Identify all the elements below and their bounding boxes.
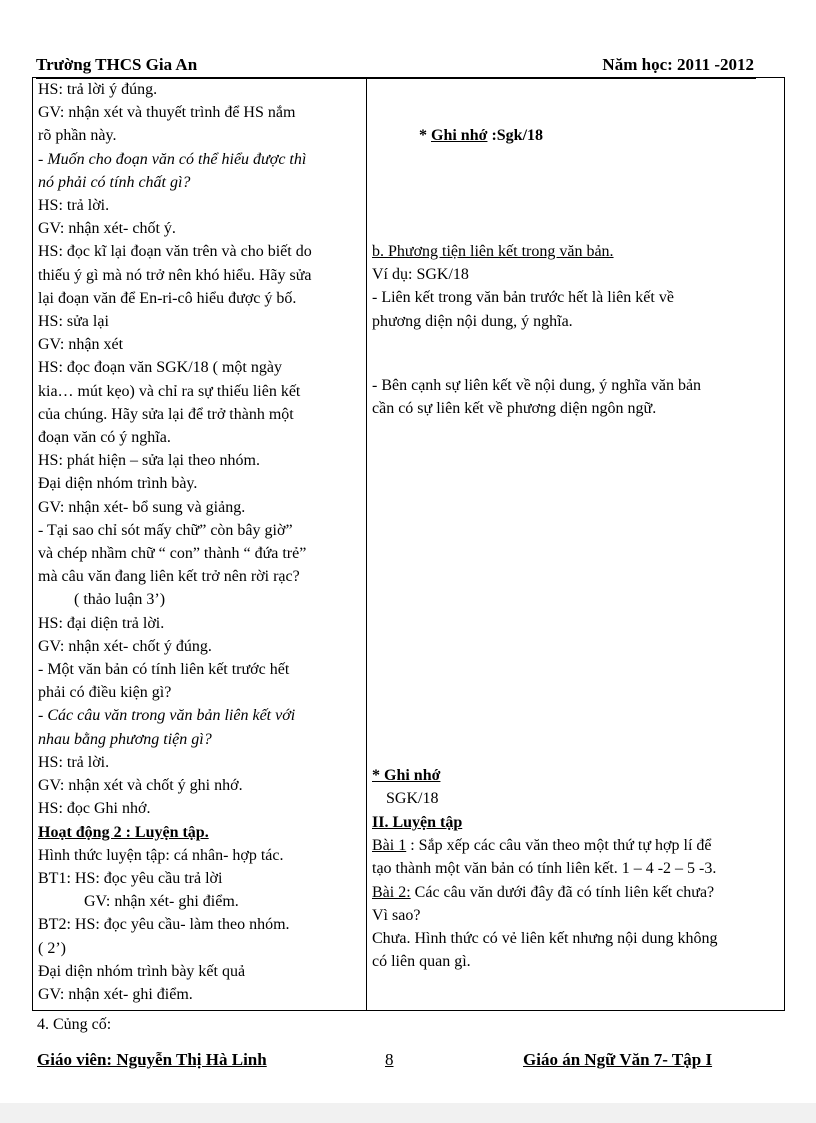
activity-line: nhau bằng phương tiện gì? (38, 730, 212, 748)
practice-title: II. Luyện tập (372, 814, 463, 831)
activity-line: nó phải có tính chất gì? (38, 173, 191, 191)
memo-1-ref: :Sgk/18 (487, 127, 544, 144)
activity-line: GV: nhận xét- bổ sung và giảng. (38, 498, 246, 516)
activity-line: kia… mút kẹo) và chỉ ra sự thiếu liên kết (38, 382, 301, 400)
activity-line: đoạn văn có ý nghĩa. (38, 429, 171, 447)
activity-line: mà câu văn đang liên kết trở nên rời rạc? (38, 568, 300, 586)
activity-line: - Một văn bản có tính liên kết trước hết (38, 661, 290, 679)
activity-line: của chúng. Hãy sửa lại để trở thành một (38, 405, 294, 423)
activity-line: GV: nhận xét- chốt ý. (38, 220, 176, 238)
activity-line: Hình thức luyện tập: cá nhân- hợp tác. (38, 846, 284, 864)
activity-line: rõ phần này. (38, 127, 117, 145)
exercise-2-label: Bài 2: (372, 883, 411, 901)
activity-line: GV: nhận xét- ghi điểm. (38, 985, 193, 1003)
activity-line: Đại diện nhóm trình bày. (38, 475, 198, 493)
page-header (36, 53, 756, 79)
exercise-2-line1: Bài 2: Các câu văn dưới đây đã có tính liên kết chưa? (372, 883, 715, 901)
activity-line: Hoạt động 2 : Luyện tập. (38, 823, 209, 841)
page-footer (37, 1050, 737, 1072)
section-b-point2 (372, 374, 782, 420)
section-b-example: Ví dụ: SGK/18 (372, 266, 469, 284)
book-title: Giáo án Ngữ Văn 7- Tập I (523, 1050, 713, 1069)
activity-line: GV: nhận xét (38, 336, 124, 354)
activity-line: - Muốn cho đoạn văn có thể hiểu được thì (38, 150, 307, 168)
memo-1-star: * (419, 127, 431, 144)
lesson-table (32, 77, 785, 1011)
memo-1 (419, 124, 816, 147)
activity-line: phải có điều kiện gì? (38, 684, 172, 702)
teacher-student-activities (38, 78, 360, 1006)
activity-line: HS: phát hiện – sửa lại theo nhóm. (38, 452, 260, 470)
activity-line: thiếu ý gì mà nó trở nên khó hiểu. Hãy sửa (38, 266, 312, 284)
exercise-1-line2: tạo thành một văn bản có tính liên kết. 1 – 4 -2 – 5 -3. (372, 860, 717, 878)
activity-line: GV: nhận xét và thuyết trình để HS nắm (38, 104, 296, 122)
exercise-1-label: Bài 1 (372, 837, 407, 855)
school-year: Năm học: 2011 -2012 (602, 55, 754, 74)
activity-line: HS: đọc kĩ lại đoạn văn trên và cho biết do (38, 243, 312, 261)
exercise-2-answer-line2: có liên quan gì. (372, 953, 471, 971)
section-b-point1-line2: phương diện nội dung, ý nghĩa. (372, 312, 573, 330)
activity-line: lại đoạn văn để En-ri-cô hiểu được ý bố. (38, 289, 297, 307)
section-b-point2-line2: cần có sự liên kết về phương diện ngôn ngữ. (372, 400, 657, 418)
activity-line: HS: sửa lại (38, 313, 109, 331)
memo-1-label: Ghi nhớ (431, 127, 488, 144)
activity-line: HS: đại diện trả lời. (38, 614, 165, 632)
activity-line: HS: trả lời. (38, 753, 110, 771)
section-b-point2-line1: - Bên cạnh sự liên kết về nội dung, ý nghĩa văn bản (372, 377, 702, 394)
activity-line: ( 2’) (38, 939, 66, 957)
page-number: 8 (385, 1050, 394, 1069)
activity-line: - Tại sao chỉ sót mấy chữ” còn bây giờ” (38, 521, 293, 539)
activity-line: BT1: HS: đọc yêu cầu trả lời (38, 869, 223, 887)
section-b-point1-line1: - Liên kết trong văn bản trước hết là liên kết về (372, 289, 674, 307)
section-b-title: b. Phương tiện liên kết trong văn bản. (372, 243, 614, 260)
activity-line: Đại diện nhóm trình bày kết quả (38, 962, 246, 980)
memo-2-ref: SGK/18 (386, 790, 439, 808)
activity-line: GV: nhận xét và chốt ý ghi nhớ. (38, 777, 243, 795)
school-name: Trường THCS Gia An (36, 55, 198, 74)
exercise-2-answer-line1: Chưa. Hình thức có vẻ liên kết nhưng nội dung không (372, 930, 718, 948)
column-divider (366, 78, 367, 1010)
activity-line: HS: đọc Ghi nhớ. (38, 800, 151, 818)
consolidate-heading: 4. Củng cố: (37, 1016, 112, 1033)
activity-line: HS: trả lời. (38, 197, 110, 215)
activity-line: HS: đọc đoạn văn SGK/18 ( một ngày (38, 359, 282, 377)
activity-line: GV: nhận xét- ghi điểm. (84, 893, 239, 911)
activity-line: ( thảo luận 3’) (74, 591, 166, 609)
exercise-2-line2: Vì sao? (372, 906, 421, 924)
activity-line: và chép nhầm chữ “ con” thành “ đứa trẻ” (38, 545, 307, 563)
section-b (372, 240, 782, 333)
teacher-name: Giáo viên: Nguyễn Thị Hà Linh (37, 1050, 267, 1069)
activity-line: - Các câu văn trong văn bản liên kết với (38, 707, 296, 725)
practice-section (372, 811, 782, 973)
memo-2 (372, 764, 782, 810)
page-bottom-band (0, 1103, 816, 1123)
memo-2-title: * Ghi nhớ (372, 767, 441, 784)
exercise-1-line1: Bài 1 : Sắp xếp các câu văn theo một thứ tự hợp lí để (372, 837, 712, 855)
activity-line: GV: nhận xét- chốt ý đúng. (38, 637, 212, 655)
activity-line: BT2: HS: đọc yêu cầu- làm theo nhóm. (38, 916, 290, 934)
activity-line: HS: trả lời ý đúng. (38, 81, 158, 98)
